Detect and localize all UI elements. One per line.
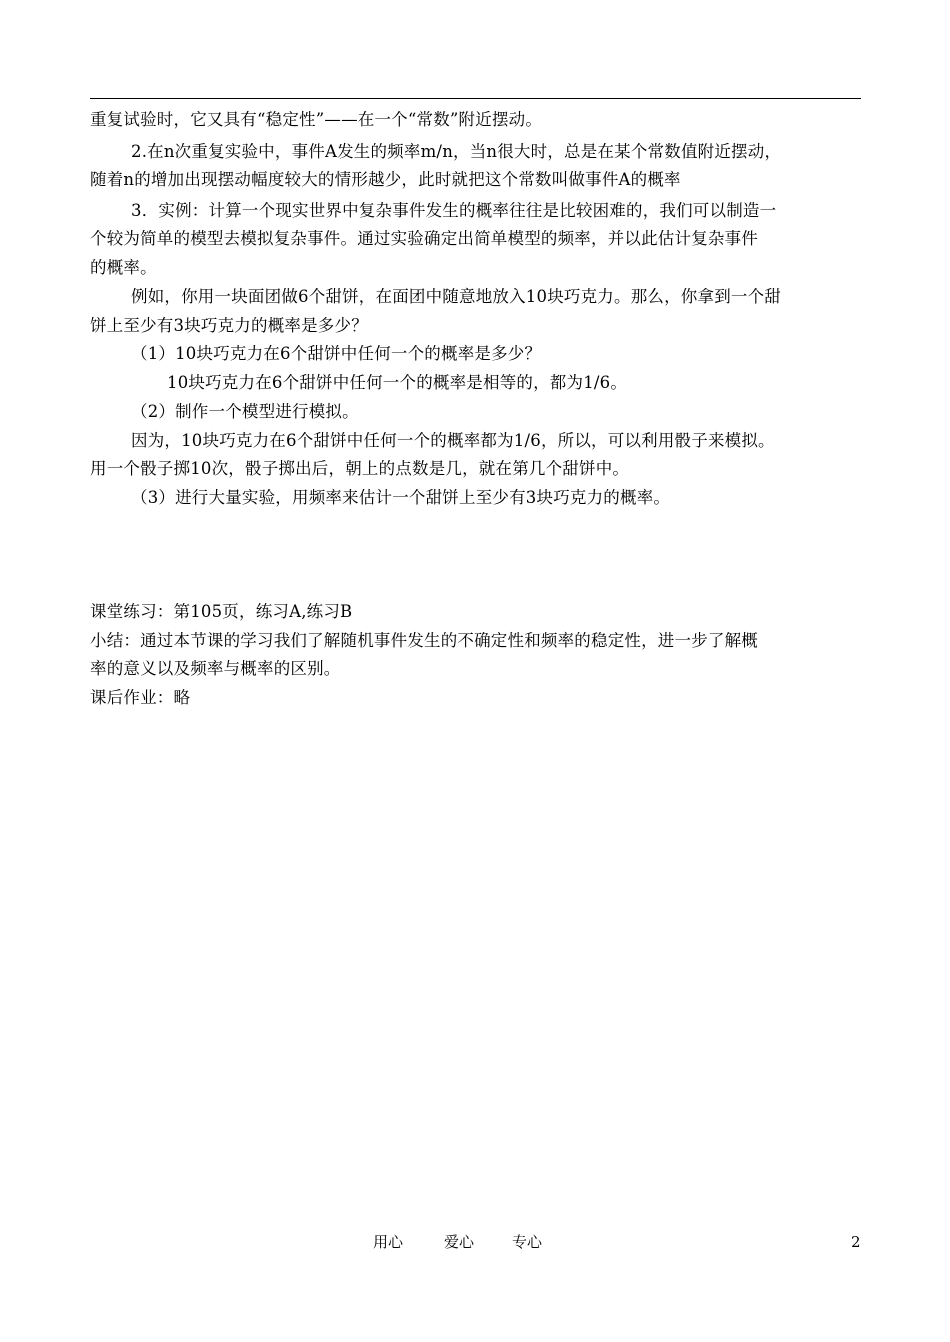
text-line: （2）制作一个模型进行模拟。: [131, 402, 359, 421]
text-line: 用一个骰子掷10次，骰子掷出后，朝上的点数是几，就在第几个甜饼中。: [90, 459, 630, 478]
text-line: （1）10块巧克力在6个甜饼中任何一个的概率是多少？: [131, 344, 542, 363]
text-line: 因为，10块巧克力在6个甜饼中任何一个的概率都为1/6，所以，可以利用骰子来模拟。: [131, 431, 775, 450]
text-line: 饼上至少有3块巧克力的概率是多少？: [90, 316, 368, 335]
text-line: 10块巧克力在6个甜饼中任何一个的概率是相等的，都为1/6。: [167, 373, 628, 392]
text-line: 率的意义以及频率与概率的区别。: [90, 659, 341, 678]
text-line: 随着n的增加出现摆动幅度较大的情形越少，此时就把这个常数叫做事件A的概率: [90, 170, 681, 189]
text-line: （3）进行大量实验，用频率来估计一个甜饼上至少有3块巧克力的概率。: [131, 488, 671, 507]
text-line: 小结：通过本节课的学习我们了解随机事件发生的不确定性和频率的稳定性，进一步了解概: [90, 631, 758, 650]
text-line: 课后作业：略: [90, 688, 191, 707]
header-rule: [90, 98, 861, 99]
text-line: 2.在n次重复实验中，事件A发生的频率m/n，当n很大时，总是在某个常数值附近摆动，: [131, 142, 782, 161]
text-line: 课堂练习：第105页，练习A,练习B: [90, 602, 353, 621]
text-line: 3．实例：计算一个现实世界中复杂事件发生的概率往往是比较困难的，我们可以制造一: [131, 201, 777, 220]
text-line: 个较为简单的模型去模拟复杂事件。通过实验确定出简单模型的频率，并以此估计复杂事件: [90, 229, 758, 248]
text-line: 的概率。: [90, 258, 157, 277]
text-line: 例如，你用一块面团做6个甜饼，在面团中随意地放入10块巧克力。那么，你拿到一个甜: [131, 287, 781, 306]
footer-word: 专心: [512, 1233, 543, 1251]
footer-word: 用心: [373, 1233, 404, 1251]
footer-word: 爱心: [444, 1233, 475, 1251]
page-number: 2: [851, 1233, 861, 1251]
text-line: 重复试验时，它又具有“稳定性”——在一个“常数”附近摆动。: [90, 110, 543, 129]
